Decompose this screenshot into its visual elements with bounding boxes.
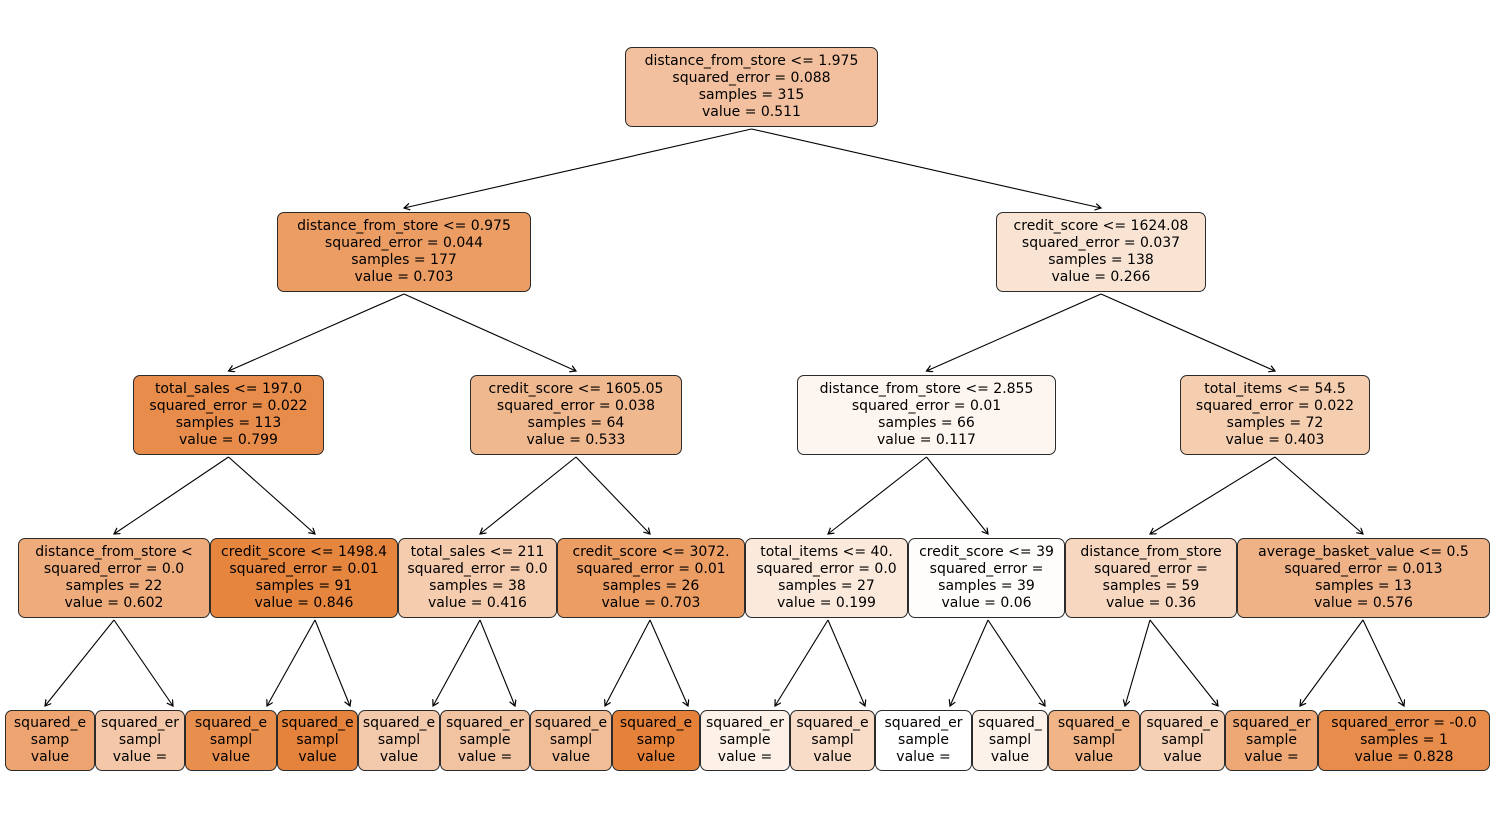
tree-node-4 xyxy=(470,375,682,455)
tree-node-5 xyxy=(797,375,1056,455)
node-text-line: sample xyxy=(459,732,511,748)
tree-node-9 xyxy=(398,538,557,618)
node-text-line: value = 0.602 xyxy=(64,595,164,611)
node-text-line: value = 0.117 xyxy=(877,432,976,448)
node-text-line: samples = 13 xyxy=(1315,578,1412,594)
node-text-line: squared_error = 0.01 xyxy=(851,398,1002,414)
node-text-line: credit_score <= 1605.05 xyxy=(488,381,664,397)
node-text-line: value = xyxy=(717,749,773,765)
node-text-line: samples = 1 xyxy=(1360,732,1448,748)
node-text-line: total_items <= 40. xyxy=(760,544,893,560)
node-text-line: samples = 72 xyxy=(1226,415,1324,431)
tree-edge xyxy=(752,129,1102,208)
node-text-line: sampl xyxy=(811,732,854,748)
node-text-line: sampl xyxy=(988,732,1032,748)
node-text-line: distance_from_store <= 1.975 xyxy=(644,53,859,69)
node-text-line: value xyxy=(636,749,676,765)
tree-node-20 xyxy=(440,710,530,771)
node-text-line: value = 0.799 xyxy=(179,432,278,448)
node-text-line: sampl xyxy=(118,732,162,748)
node-text-line: squared_error = 0.022 xyxy=(149,398,308,414)
tree-node-29 xyxy=(1225,710,1318,771)
tree-edge xyxy=(315,620,350,706)
node-text-line: squared_e xyxy=(796,715,869,731)
node-text-line: squared_error = 0.0 xyxy=(407,561,548,577)
node-text-line: squared_error = 0.038 xyxy=(496,398,656,414)
tree-edge xyxy=(927,294,1102,371)
node-text-line: sampl xyxy=(377,732,421,748)
tree-node-28 xyxy=(1140,710,1225,771)
tree-node-14 xyxy=(1237,538,1490,618)
tree-node-30 xyxy=(1318,710,1490,771)
tree-edge xyxy=(404,294,576,371)
node-text-line: squared_error = 0.088 xyxy=(672,70,831,86)
node-text-line: samples = 39 xyxy=(938,578,1035,594)
node-text-line: squared_e xyxy=(194,715,268,731)
node-text-line: value = 0.36 xyxy=(1105,595,1197,611)
node-text-line: squared_er xyxy=(706,715,784,731)
node-text-line: squared_e xyxy=(13,715,87,731)
tree-edge xyxy=(775,620,828,706)
node-text-line: value xyxy=(1163,749,1202,765)
node-text-line: value xyxy=(379,749,419,765)
node-text-line: value xyxy=(298,749,337,765)
node-text-line: value = 0.06 xyxy=(941,595,1032,611)
node-text-line: value = xyxy=(457,749,513,765)
node-text-line: samples = 138 xyxy=(1048,252,1154,268)
tree-node-3 xyxy=(133,375,324,455)
node-text-line: squared_error = 0.0 xyxy=(43,561,185,577)
node-text-line: distance_from_store xyxy=(1080,544,1222,560)
tree-edge xyxy=(950,620,988,706)
node-text-line: squared_error = 0.037 xyxy=(1021,235,1181,251)
tree-edge xyxy=(1101,294,1275,371)
node-text-line: squared_error = 0.0 xyxy=(756,561,897,577)
node-text-line: total_sales <= 211 xyxy=(410,544,545,560)
tree-node-25 xyxy=(875,710,972,771)
tree-node-16 xyxy=(95,710,185,771)
tree-edge xyxy=(229,294,405,371)
node-text-line: value xyxy=(1074,749,1114,765)
tree-edge xyxy=(404,129,752,208)
tree-edge xyxy=(1150,457,1275,534)
tree-node-2 xyxy=(996,212,1206,292)
tree-edge xyxy=(1300,620,1363,706)
tree-edge xyxy=(480,620,515,706)
tree-edge xyxy=(828,457,927,534)
tree-edge xyxy=(828,620,865,706)
node-text-line: average_basket_value <= 0.5 xyxy=(1258,544,1469,560)
tree-node-27 xyxy=(1048,710,1140,771)
node-text-line: squared_error = -0.0 xyxy=(1331,715,1477,731)
node-text-line: samp xyxy=(30,732,70,748)
node-text-line: squared_error = xyxy=(929,561,1044,577)
node-text-line: value = 0.576 xyxy=(1314,595,1413,611)
tree-node-19 xyxy=(358,710,440,771)
node-text-line: sampl xyxy=(209,732,253,748)
node-text-line: value = xyxy=(112,749,168,765)
node-text-line: samples = 59 xyxy=(1102,578,1200,594)
tree-edge xyxy=(114,620,173,706)
node-text-line: samples = 64 xyxy=(527,415,625,431)
node-text-line: distance_from_store <= 0.975 xyxy=(297,218,511,234)
node-text-line: value = 0.199 xyxy=(777,595,876,611)
node-text-line: squared_e xyxy=(362,715,436,731)
node-text-line: squared_error = 0.022 xyxy=(1195,398,1355,414)
node-text-line: squared_e xyxy=(619,715,693,731)
node-text-line: value = 0.846 xyxy=(254,595,354,611)
tree-node-12 xyxy=(908,538,1065,618)
tree-node-22 xyxy=(612,710,700,771)
tree-edge xyxy=(927,457,989,534)
tree-edge xyxy=(576,457,650,534)
node-text-line: value xyxy=(211,749,251,765)
node-text-line: value xyxy=(813,749,852,765)
node-text-line: value xyxy=(30,749,70,765)
node-text-line: sample xyxy=(1246,732,1297,748)
node-text-line: sampl xyxy=(1161,732,1204,748)
tree-edge xyxy=(988,620,1045,706)
node-text-line: squared_e xyxy=(534,715,608,731)
tree-node-13 xyxy=(1065,538,1237,618)
node-text-line: samples = 26 xyxy=(602,578,700,594)
node-text-line: sampl xyxy=(549,732,593,748)
node-text-line: samples = 38 xyxy=(429,578,526,594)
node-text-line: samples = 113 xyxy=(175,415,282,431)
node-text-line: sample xyxy=(719,732,771,748)
node-text-line: samp xyxy=(636,732,676,748)
tree-node-18 xyxy=(277,710,358,771)
node-text-line: credit_score <= 1624.08 xyxy=(1013,218,1189,234)
node-text-line: squared_ xyxy=(978,715,1042,731)
node-text-line: squared_er xyxy=(446,715,524,731)
node-text-line: sample xyxy=(898,732,949,748)
tree-edge xyxy=(1275,457,1363,534)
node-text-line: value = xyxy=(896,749,951,765)
tree-edge xyxy=(267,620,315,706)
node-text-line: value xyxy=(551,749,591,765)
node-text-line: samples = 177 xyxy=(351,252,457,268)
node-text-line: samples = 66 xyxy=(878,415,975,431)
tree-node-23 xyxy=(700,710,790,771)
tree-edge xyxy=(229,457,316,534)
node-text-line: sampl xyxy=(296,732,339,748)
tree-node-7 xyxy=(18,538,210,618)
node-text-line: value = 0.511 xyxy=(702,104,801,120)
tree-edge xyxy=(45,620,114,706)
node-text-line: squared_error = 0.01 xyxy=(576,561,726,577)
tree-node-24 xyxy=(790,710,875,771)
node-text-line: distance_from_store <= 2.855 xyxy=(819,381,1034,397)
node-text-line: samples = 27 xyxy=(778,578,875,594)
node-text-line: value = 0.416 xyxy=(428,595,527,611)
node-text-line: squared_error = 0.013 xyxy=(1284,561,1443,577)
tree-node-26 xyxy=(972,710,1048,771)
node-text-line: value = 0.828 xyxy=(1354,749,1454,765)
node-text-line: credit_score <= 1498.4 xyxy=(221,544,387,560)
tree-node-8 xyxy=(210,538,398,618)
node-text-line: value = 0.403 xyxy=(1225,432,1325,448)
node-text-line: squared_error = 0.01 xyxy=(229,561,379,577)
tree-node-6 xyxy=(1180,375,1370,455)
node-text-line: samples = 22 xyxy=(65,578,163,594)
tree-edge xyxy=(1125,620,1150,706)
node-text-line: samples = 91 xyxy=(255,578,353,594)
node-text-line: value = 0.533 xyxy=(526,432,626,448)
node-text-line: sampl xyxy=(1072,732,1116,748)
tree-node-11 xyxy=(745,538,908,618)
node-text-line: total_items <= 54.5 xyxy=(1204,381,1346,397)
node-text-line: value xyxy=(990,749,1030,765)
node-text-line: value = 0.703 xyxy=(601,595,701,611)
tree-edge xyxy=(1150,620,1218,706)
node-text-line: squared_er xyxy=(101,715,179,731)
tree-node-17 xyxy=(185,710,277,771)
node-text-line: value = 0.266 xyxy=(1051,269,1151,285)
tree-edge xyxy=(480,457,576,534)
tree-edge xyxy=(605,620,650,706)
node-text-line: distance_from_store < xyxy=(35,544,193,560)
node-text-line: value = 0.703 xyxy=(354,269,454,285)
tree-edge xyxy=(1363,620,1404,706)
node-text-line: squared_error = 0.044 xyxy=(324,235,484,251)
node-text-line: value = xyxy=(1244,749,1299,765)
node-text-line: total_sales <= 197.0 xyxy=(154,381,303,397)
node-text-line: squared_e xyxy=(1146,715,1219,731)
node-text-line: credit_score <= 3072. xyxy=(572,544,730,560)
node-text-line: squared_error = xyxy=(1094,561,1208,577)
node-text-line: squared_e xyxy=(1057,715,1131,731)
node-text-line: squared_e xyxy=(281,715,354,731)
node-text-line: credit_score <= 39 xyxy=(919,544,1054,560)
tree-node-0 xyxy=(625,47,878,127)
tree-node-10 xyxy=(557,538,745,618)
tree-edge xyxy=(650,620,688,706)
node-text-line: squared_er xyxy=(1232,715,1311,731)
node-text-line: squared_er xyxy=(884,715,963,731)
node-text-line: samples = 315 xyxy=(698,87,805,103)
tree-node-15 xyxy=(5,710,95,771)
tree-edge xyxy=(114,457,229,534)
tree-edge xyxy=(433,620,480,706)
tree-node-21 xyxy=(530,710,612,771)
tree-node-1 xyxy=(277,212,531,292)
